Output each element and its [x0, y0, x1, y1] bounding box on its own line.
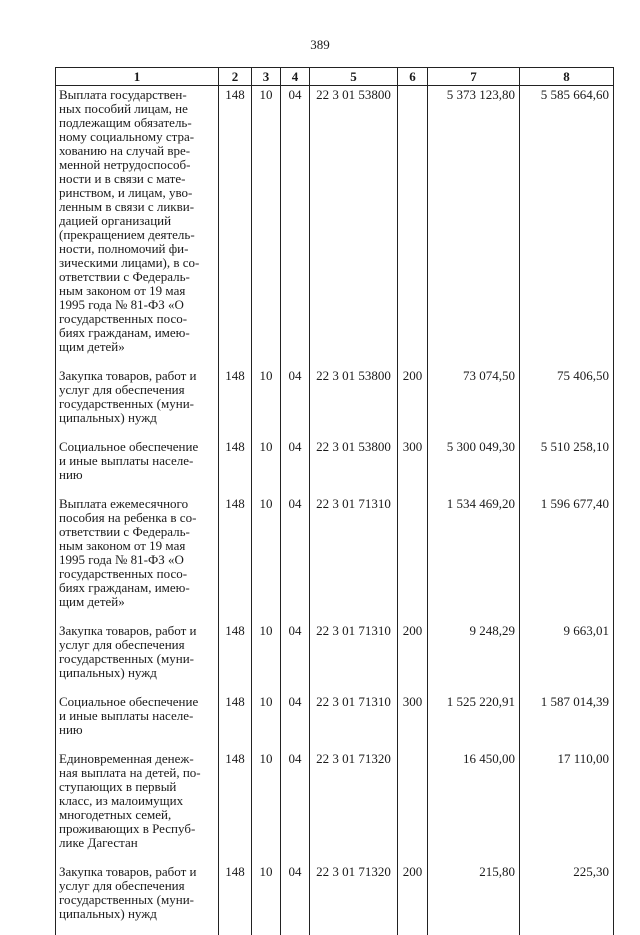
description-line: услуг для обеспечения	[59, 879, 215, 893]
description-line: ринством, и лицам, уво-	[59, 186, 215, 200]
header-cell: 8	[520, 68, 614, 86]
amount-year1-cell: 5 373 123,80	[428, 86, 520, 369]
code-cell: 148	[219, 623, 252, 694]
expense-type-cell: 200	[398, 623, 428, 694]
amount-year1-cell: 215,80	[428, 864, 520, 935]
amount-year2-cell: 225,30	[520, 864, 614, 935]
row-description	[56, 751, 219, 864]
description-line: хованию на случай вре-	[59, 144, 215, 158]
table-row	[56, 751, 614, 864]
row-description	[56, 368, 219, 439]
target-article-cell: 22 3 01 53800	[310, 86, 398, 369]
description-line: и иные выплаты населе-	[59, 454, 215, 468]
description-line: ципальных) нужд	[59, 907, 215, 921]
table-row	[56, 496, 614, 623]
expense-type-cell: 300	[398, 439, 428, 496]
code-cell: 148	[219, 496, 252, 623]
description-line: биях гражданам, имею-	[59, 326, 215, 340]
amount-year1-cell: 16 450,00	[428, 751, 520, 864]
table-body	[56, 86, 614, 935]
description-line: ступающих в первый	[59, 780, 215, 794]
code-cell: 148	[219, 86, 252, 369]
target-article-cell: 22 3 01 71310	[310, 496, 398, 623]
header-cell: 1	[56, 68, 219, 86]
row-description	[56, 439, 219, 496]
amount-year1-cell: 1 525 220,91	[428, 694, 520, 751]
subsection-cell: 04	[281, 623, 310, 694]
description-line: и иные выплаты населе-	[59, 709, 215, 723]
description-line: ности, полномочий фи-	[59, 242, 215, 256]
expense-type-cell: 200	[398, 368, 428, 439]
header-cell: 7	[428, 68, 520, 86]
header-cell: 3	[252, 68, 281, 86]
table-row	[56, 439, 614, 496]
table-row	[56, 623, 614, 694]
description-line: государственных (муни-	[59, 397, 215, 411]
section-cell: 10	[252, 751, 281, 864]
amount-year2-cell: 9 663,01	[520, 623, 614, 694]
row-description	[56, 623, 219, 694]
description-line: ности и в связи с мате-	[59, 172, 215, 186]
description-line: Социальное обеспечение	[59, 695, 215, 709]
subsection-cell: 04	[281, 368, 310, 439]
section-cell: 10	[252, 864, 281, 935]
amount-year1-cell: 9 248,29	[428, 623, 520, 694]
description-line: класс, из малоимущих	[59, 794, 215, 808]
amount-year1-cell: 73 074,50	[428, 368, 520, 439]
description-line: ная выплата на детей, по-	[59, 766, 215, 780]
table-row	[56, 864, 614, 935]
section-cell: 10	[252, 694, 281, 751]
target-article-cell: 22 3 01 71320	[310, 864, 398, 935]
expense-type-cell	[398, 86, 428, 369]
row-description	[56, 496, 219, 623]
description-line: 1995 года № 81-ФЗ «О	[59, 553, 215, 567]
amount-year2-cell: 1 587 014,39	[520, 694, 614, 751]
target-article-cell: 22 3 01 53800	[310, 439, 398, 496]
expense-type-cell: 300	[398, 694, 428, 751]
description-line: услуг для обеспечения	[59, 383, 215, 397]
amount-year2-cell: 5 510 258,10	[520, 439, 614, 496]
target-article-cell: 22 3 01 71320	[310, 751, 398, 864]
description-line: Выплата государствен-	[59, 88, 215, 102]
page-number: 389	[0, 37, 640, 53]
description-line: ных пособий лицам, не	[59, 102, 215, 116]
header-cell: 2	[219, 68, 252, 86]
amount-year2-cell: 1 596 677,40	[520, 496, 614, 623]
description-line: пособия на ребенка в со-	[59, 511, 215, 525]
description-line: ответствии с Федераль-	[59, 525, 215, 539]
amount-year2-cell: 75 406,50	[520, 368, 614, 439]
header-cell: 4	[281, 68, 310, 86]
description-line: государственных посо-	[59, 312, 215, 326]
description-line: ным законом от 19 мая	[59, 539, 215, 553]
description-line: услуг для обеспечения	[59, 638, 215, 652]
description-line: Закупка товаров, работ и	[59, 624, 215, 638]
code-cell: 148	[219, 439, 252, 496]
description-line: Выплата ежемесячного	[59, 497, 215, 511]
target-article-cell: 22 3 01 71310	[310, 623, 398, 694]
amount-year2-cell: 17 110,00	[520, 751, 614, 864]
description-line: государственных посо-	[59, 567, 215, 581]
amount-year2-cell: 5 585 664,60	[520, 86, 614, 369]
target-article-cell: 22 3 01 71310	[310, 694, 398, 751]
description-line: менной нетрудоспособ-	[59, 158, 215, 172]
expense-type-cell	[398, 496, 428, 623]
row-description	[56, 694, 219, 751]
section-cell: 10	[252, 368, 281, 439]
amount-year1-cell: 5 300 049,30	[428, 439, 520, 496]
description-line: Социальное обеспечение	[59, 440, 215, 454]
budget-table	[55, 67, 614, 935]
description-line: ным законом от 19 мая	[59, 284, 215, 298]
subsection-cell: 04	[281, 694, 310, 751]
table-row	[56, 86, 614, 369]
description-line: (прекращением деятель-	[59, 228, 215, 242]
description-line: щим детей»	[59, 340, 215, 354]
expense-type-cell: 200	[398, 864, 428, 935]
description-line: Закупка товаров, работ и	[59, 865, 215, 879]
description-line: государственных (муни-	[59, 893, 215, 907]
description-line: щим детей»	[59, 595, 215, 609]
description-line: ленным в связи с ликви-	[59, 200, 215, 214]
subsection-cell: 04	[281, 496, 310, 623]
code-cell: 148	[219, 751, 252, 864]
description-line: проживающих в Респуб-	[59, 822, 215, 836]
subsection-cell: 04	[281, 439, 310, 496]
description-line: ному социальному стра-	[59, 130, 215, 144]
description-line: государственных (муни-	[59, 652, 215, 666]
description-line: нию	[59, 723, 215, 737]
code-cell: 148	[219, 368, 252, 439]
header-cell: 6	[398, 68, 428, 86]
description-line: Закупка товаров, работ и	[59, 369, 215, 383]
description-line: ответствии с Федераль-	[59, 270, 215, 284]
section-cell: 10	[252, 496, 281, 623]
subsection-cell: 04	[281, 86, 310, 369]
table-row	[56, 368, 614, 439]
description-line: лике Дагестан	[59, 836, 215, 850]
section-cell: 10	[252, 86, 281, 369]
description-line: ципальных) нужд	[59, 411, 215, 425]
code-cell: 148	[219, 864, 252, 935]
table-header-row	[56, 68, 614, 86]
description-line: зическими лицами), в со-	[59, 256, 215, 270]
budget-table-container	[55, 67, 613, 935]
section-cell: 10	[252, 439, 281, 496]
description-line: подлежащим обязатель-	[59, 116, 215, 130]
amount-year1-cell: 1 534 469,20	[428, 496, 520, 623]
subsection-cell: 04	[281, 864, 310, 935]
description-line: нию	[59, 468, 215, 482]
description-line: дацией организаций	[59, 214, 215, 228]
target-article-cell: 22 3 01 53800	[310, 368, 398, 439]
description-line: многодетных семей,	[59, 808, 215, 822]
description-line: ципальных) нужд	[59, 666, 215, 680]
section-cell: 10	[252, 623, 281, 694]
header-cell: 5	[310, 68, 398, 86]
table-row	[56, 694, 614, 751]
expense-type-cell	[398, 751, 428, 864]
subsection-cell: 04	[281, 751, 310, 864]
row-description	[56, 864, 219, 935]
code-cell: 148	[219, 694, 252, 751]
row-description	[56, 86, 219, 369]
description-line: биях гражданам, имею-	[59, 581, 215, 595]
description-line: Единовременная денеж-	[59, 752, 215, 766]
description-line: 1995 года № 81-ФЗ «О	[59, 298, 215, 312]
